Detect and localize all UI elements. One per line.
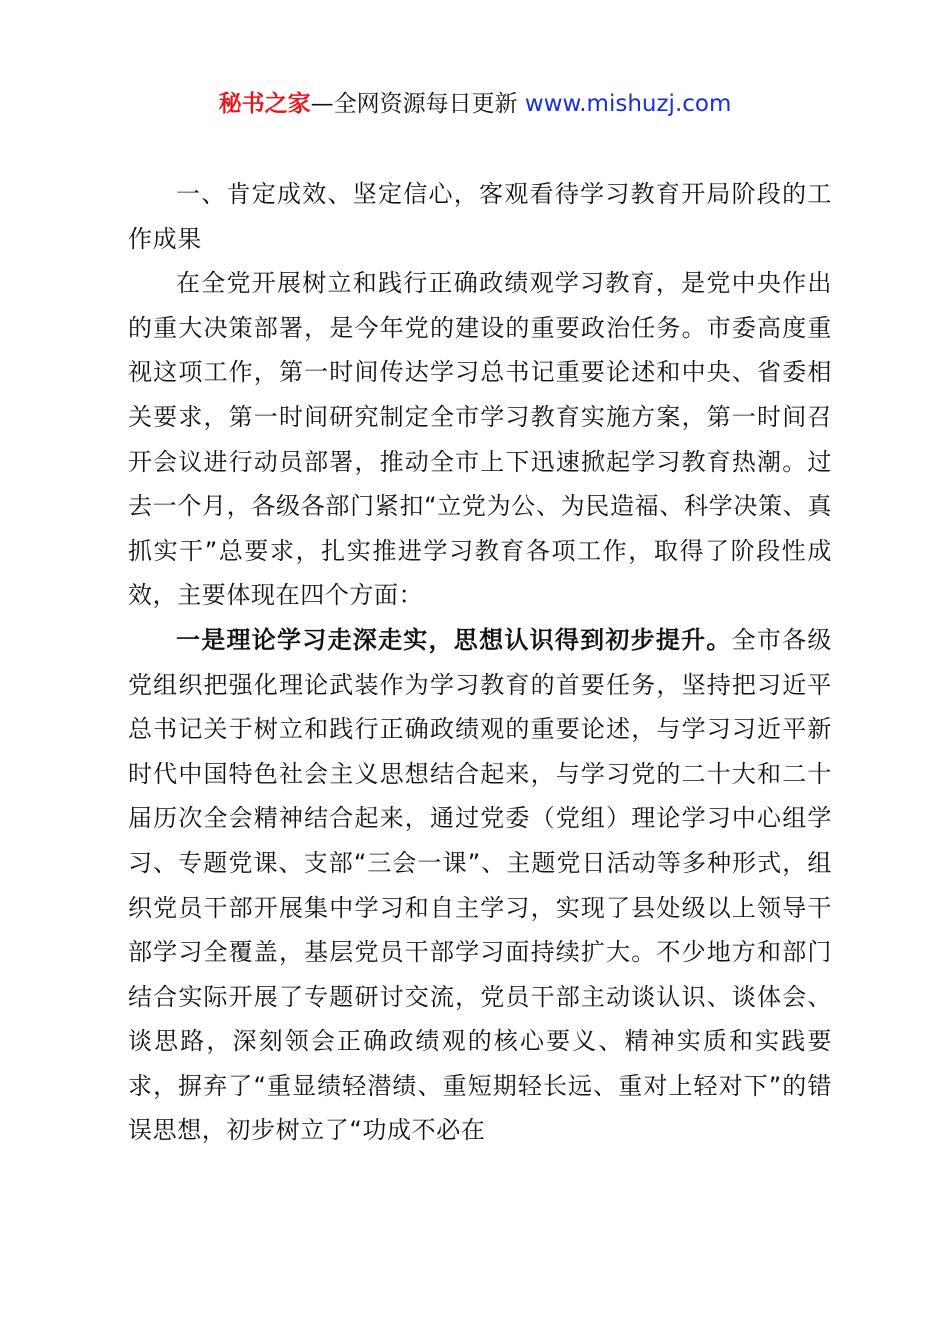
document-body	[128, 172, 832, 1153]
paragraph-text: 全市各级党组织把强化理论武装作为学习教育的首要任务，坚持把习近平总书记关于树立和践行正确政绩观的重要论述，与学习习近平新时代中国特色社会主义思想结合起来，与学习党的二十大和二十届历次全会精神结合起来，通过党委（党组）理论学习中心组学习、专题党课、支部“三会一课”、主题党日活动等多种形式，组织党员干部开展集中学习和自主学习，实现了县处级以上领导干部学习全覆盖，基层党员干部学习面持续扩大。不少地方和部门结合实际开展了专题研讨交流，党员干部主动谈认识、谈体会、谈思路，深刻领会正确政绩观的核心要义、精神实质和实践要求，摒弃了“重显绩轻潜绩、重短期轻长远、重对上轻对下”的错误思想，初步树立了“功成不必在	[128, 625, 832, 1145]
paragraph-lead: 一是理论学习走深走实，思想认识得到初步提升。	[176, 625, 732, 654]
body-paragraph: 在全党开展树立和践行正确政绩观学习教育，是党中央作出的重大决策部署，是今年党的建设的重要政治任务。市委高度重视这项工作，第一时间传达学习总书记重要论述和中央、省委相关要求，第一时间研究制定全市学习教育实施方案，第一时间召开会议进行动员部署，推动全市上下迅速掀起学习教育热潮。过去一个月，各级各部门紧扣“立党为公、为民造福、科学决策、真抓实干”总要求，扎实推进学习教育各项工作，取得了阶段性成效，主要体现在四个方面：	[128, 269, 832, 610]
brand-name: 秘书之家	[218, 91, 311, 117]
site-header	[0, 86, 950, 122]
section-heading: 一、肯定成效、坚定信心，客观看待学习教育开局阶段的工作成果	[128, 180, 832, 253]
header-tagline: —全网资源每日更新	[310, 91, 525, 117]
body-paragraph	[128, 618, 832, 1153]
site-url-link[interactable]: www.mishuzj.com	[524, 91, 732, 117]
